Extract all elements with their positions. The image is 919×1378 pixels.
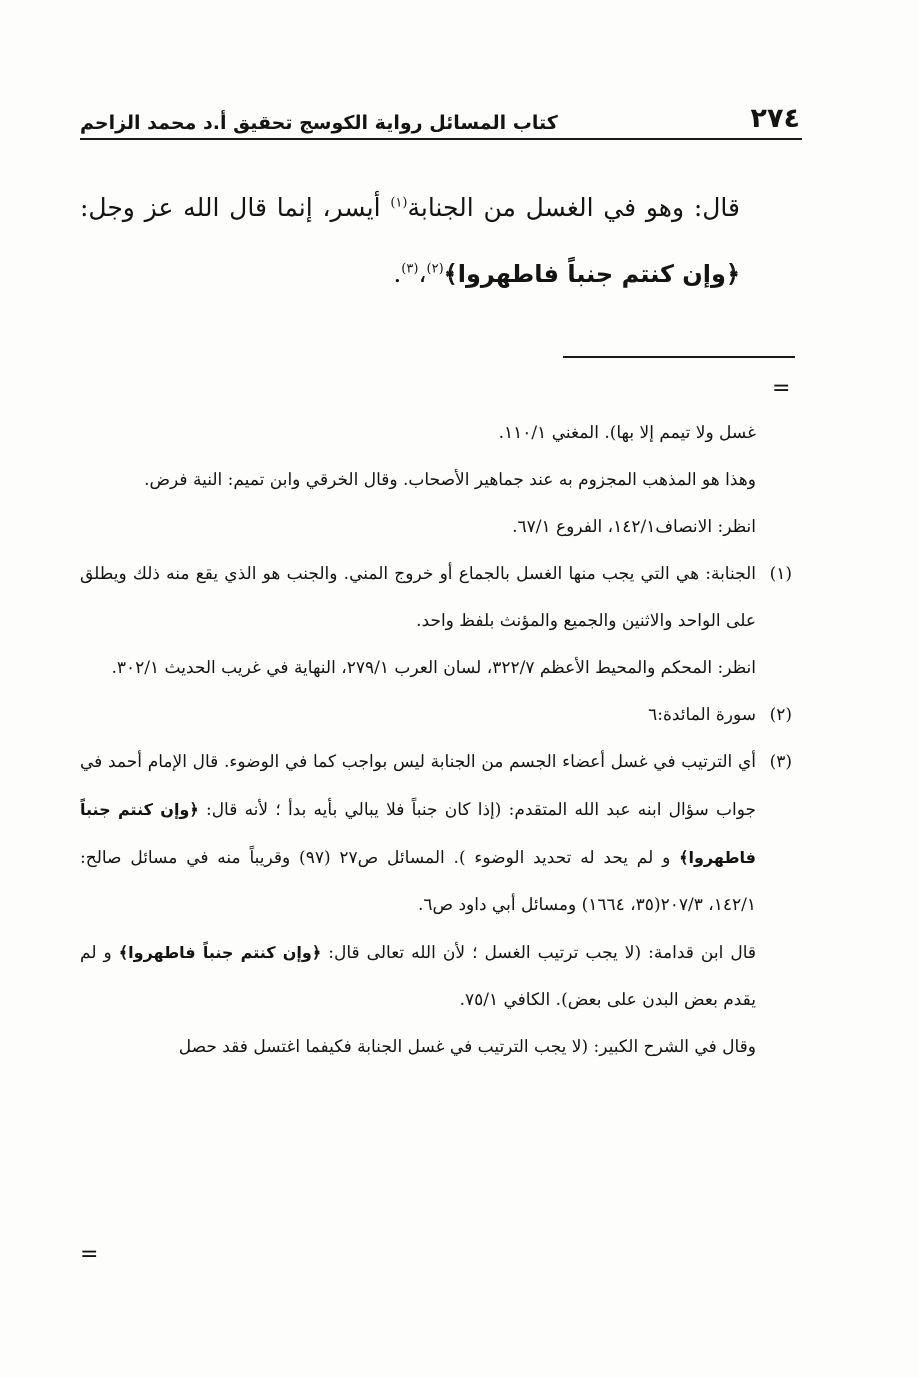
page-header <box>80 92 800 134</box>
footnote-text-part: و لم يحد له تحديد الوضوء ). المسائل ص٢٧ (٩٧) وقريباً منه في مسائل صالح: ١٤٢/١، ٢٠٧/٣(٣٥، ١٦٦٤) ومسائل أبي داود ص٦. <box>80 848 756 915</box>
footnote-text <box>80 739 756 929</box>
footnote-text: وقال في الشرح الكبير: (لا يجب الترتيب في غسل الجنابة فكيفما اغتسل فقد حصل <box>178 1037 756 1057</box>
footnote-2 <box>80 692 792 739</box>
header-rule <box>80 138 802 140</box>
footnote-text <box>80 929 756 1024</box>
quran-verse: ﴿وإن كنتم جنباً فاطهروا﴾ <box>80 800 756 867</box>
footnote-number: (٢) <box>769 705 792 725</box>
main-text <box>80 175 740 307</box>
page-number: ٢٧٤ <box>750 103 800 134</box>
main-paragraph <box>80 175 740 307</box>
footnote-ref-1: (١) <box>390 195 408 211</box>
footnote-3 <box>80 739 792 1071</box>
footnote-ref-3: (٣) <box>401 261 419 277</box>
full-stop: . <box>393 259 402 288</box>
footnotes <box>80 410 792 1071</box>
footnote-text: الجنابة: هي التي يجب منها الغسل بالجماع أو خروج المني. والجنب هو الذي يقع منه ذلك ويطلق على الواحد والاثنين والجميع والمؤنث بلفظ واحد. <box>80 564 756 631</box>
footnote-number: (١) <box>769 564 792 584</box>
continuation-mark-bottom: = <box>80 1242 99 1267</box>
footnote-text-part: أي الترتيب في غسل أعضاء الجسم من الجنابة ليس بواجب كما في الوضوء. قال الإمام أحمد في جواب سؤال ابنه عبد الله المتقدم: (إذا كان جنباً فلا يبالي بأيه بدأ ؛ لأنه قال: <box>80 752 756 820</box>
footnote-ref-2: (٢) <box>426 261 444 277</box>
footnote-text: سورة المائدة:٦ <box>648 705 756 725</box>
footnote-text-part: و لم يقدم بعض البدن على بعض). الكافي ٧٥/١. <box>80 943 756 1010</box>
footnote-separator <box>563 356 795 358</box>
continued-note-line: وهذا هو المذهب المجزوم به عند جماهير الأصحاب. وقال الخرقي وابن تميم: النية فرض. <box>144 470 756 490</box>
main-text-part: قال: وهو في الغسل من الجنابة <box>407 193 740 222</box>
footnote-1 <box>80 551 792 692</box>
continuation-mark-top: = <box>772 376 791 401</box>
continued-note-line: انظر: الانصاف١٤٢/١، الفروع ٦٧/١. <box>512 517 756 537</box>
footnote-text: انظر: المحكم والمحيط الأعظم ٣٢٢/٧، لسان العرب ٢٧٩/١، النهاية في غريب الحديث ٣٠٢/١. <box>111 658 756 678</box>
book-title: كتاب المسائل رواية الكوسج تحقيق أ.د محمد الزاحم <box>80 112 558 134</box>
footnote-text-part: قال ابن قدامة: (لا يجب ترتيب الغسل ؛ لأن الله تعالى قال: <box>321 943 757 963</box>
separator: ، <box>418 259 427 288</box>
main-text-part: أيسر، إنما قال الله عز وجل: <box>80 193 391 222</box>
continued-note-line: غسل ولا تيمم إلا بها). المغني ١١٠/١. <box>498 423 756 443</box>
quran-verse: ﴿وإن كنتم جنباً فاطهروا﴾ <box>443 260 740 288</box>
quran-verse: ﴿وإن كنتم جنباً فاطهروا﴾ <box>118 943 322 962</box>
footnote-body <box>80 551 756 692</box>
footnote-body <box>80 692 756 739</box>
footnote-body <box>80 739 756 1071</box>
footnote-number: (٣) <box>769 752 792 772</box>
